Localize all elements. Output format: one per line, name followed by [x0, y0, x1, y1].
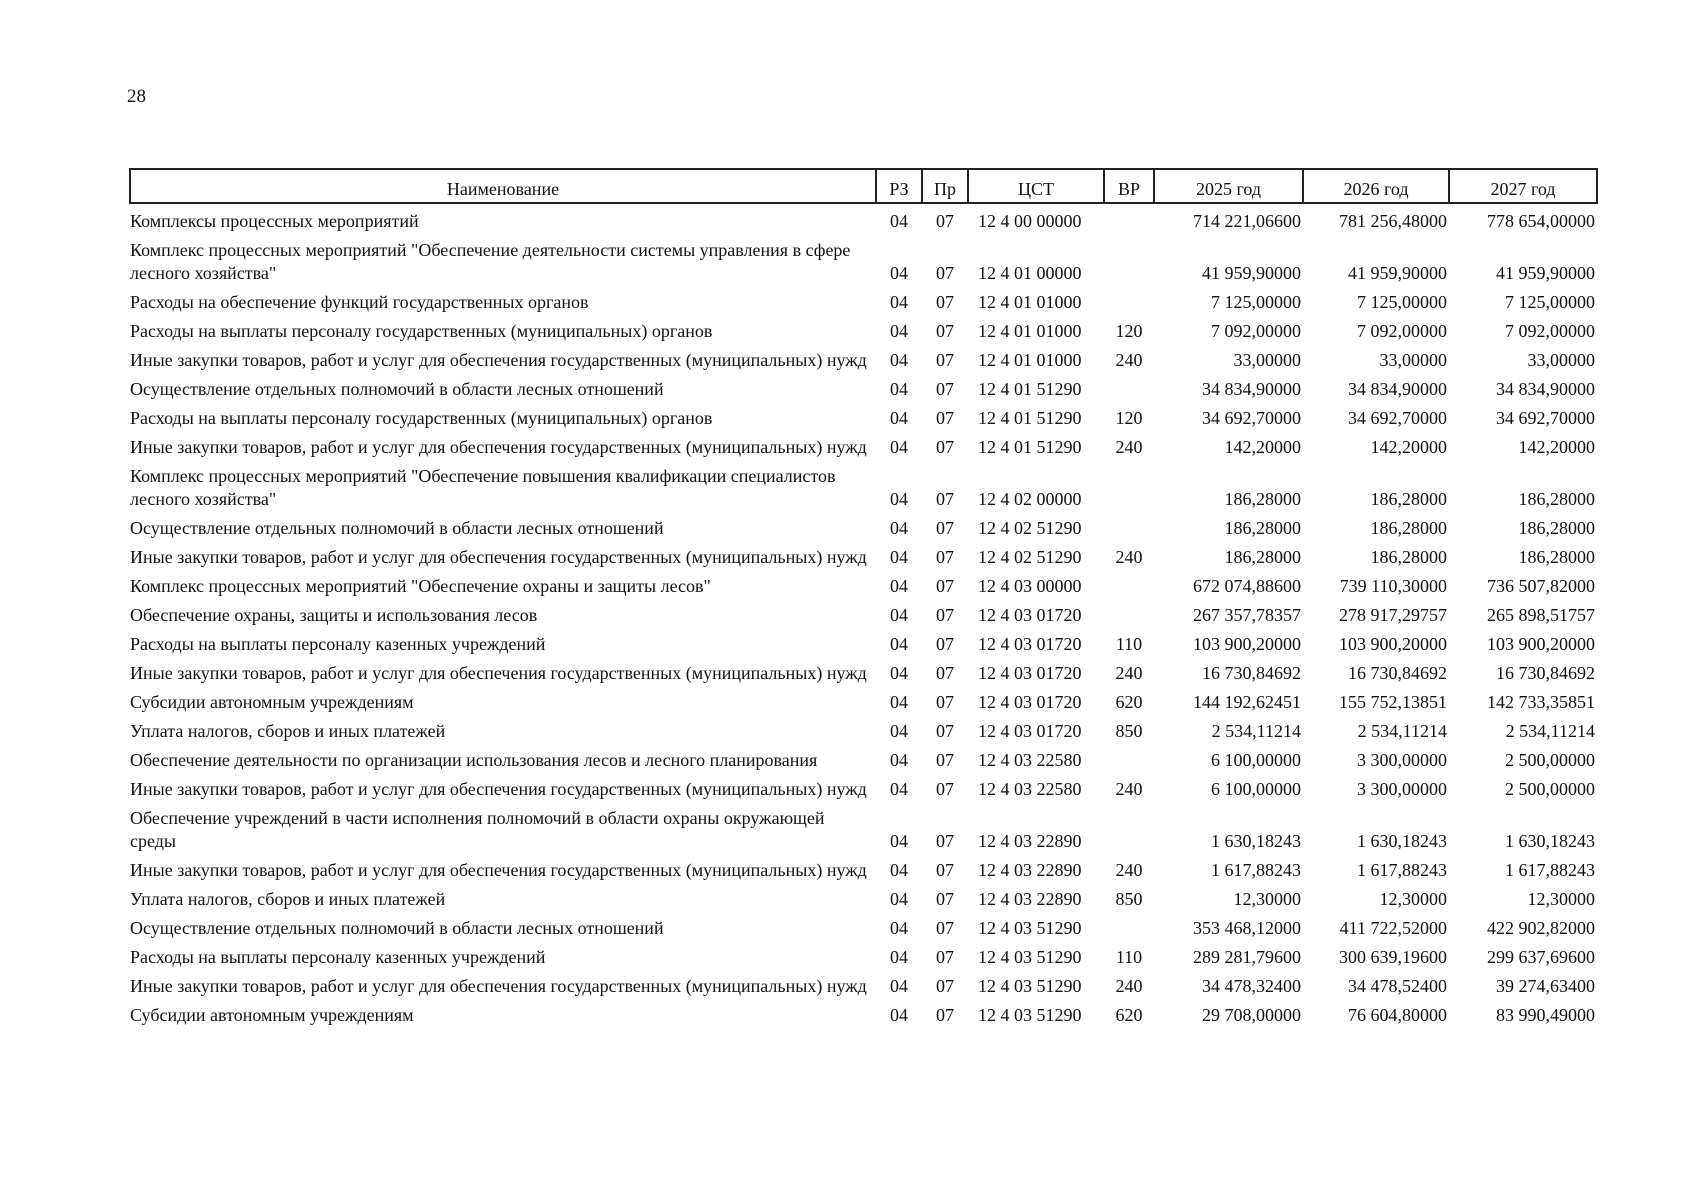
- row-rz-cell: 04: [890, 918, 908, 938]
- row-2027-amount: 39 274,63400: [1496, 976, 1595, 996]
- row-rz-cell: 04: [890, 379, 908, 399]
- row-2025-amount: 2 534,11214: [1211, 721, 1301, 741]
- row-2027-amount: 41 959,90000: [1496, 263, 1595, 283]
- row-rz-cell: 04: [890, 860, 908, 880]
- row-2026-amount: 278 917,29757: [1339, 605, 1447, 625]
- column-header-cst: ЦСТ: [968, 169, 1104, 203]
- row-vr-cell: 850: [1115, 889, 1143, 909]
- row-2026-amount: 16 730,84692: [1348, 663, 1447, 683]
- row-name-cell: Субсидии автономным учреждениям: [130, 1005, 414, 1025]
- row-cst-cell: 12 4 03 22890: [978, 831, 1082, 851]
- column-header-2025: 2025 год: [1154, 169, 1303, 203]
- row-rz-cell: 04: [890, 211, 908, 231]
- row-2026-amount: 739 110,30000: [1339, 576, 1447, 596]
- row-vr-cell: 240: [1115, 350, 1143, 370]
- row-cst-cell: 12 4 03 22890: [978, 889, 1082, 909]
- row-2025-amount: 186,28000: [1224, 518, 1301, 538]
- table-row: [130, 572, 1597, 601]
- row-name-cell: Обеспечение учреждений в части исполнения полномочий в области охраны окружающей среды: [130, 808, 825, 851]
- row-vr-cell: 110: [1115, 634, 1143, 654]
- row-2026-amount: 3 300,00000: [1357, 750, 1447, 770]
- row-name-cell: Расходы на выплаты персоналу казенных учреждений: [130, 634, 546, 654]
- page-number: 28: [127, 86, 146, 107]
- row-pr-cell: 07: [936, 350, 954, 370]
- row-vr-cell: 110: [1115, 947, 1143, 967]
- row-2025-amount: 6 100,00000: [1211, 750, 1301, 770]
- row-2027-amount: 778 654,00000: [1487, 211, 1595, 231]
- row-2025-amount: 7 125,00000: [1211, 292, 1301, 312]
- row-cst-cell: 12 4 02 51290: [978, 518, 1082, 538]
- table-row: [130, 514, 1597, 543]
- row-2027-amount: 1 630,18243: [1505, 831, 1595, 851]
- table-row: [130, 775, 1597, 804]
- row-pr-cell: 07: [936, 721, 954, 741]
- row-name-cell: Обеспечение деятельности по организации использования лесов и лесного планирования: [130, 750, 818, 770]
- table-row: [130, 659, 1597, 688]
- row-2027-amount: 736 507,82000: [1487, 576, 1595, 596]
- row-vr-cell: 120: [1115, 408, 1143, 428]
- row-name-cell: Иные закупки товаров, работ и услуг для обеспечения государственных (муниципальных) нужд: [130, 779, 867, 799]
- row-2026-amount: 33,00000: [1379, 350, 1447, 370]
- row-2025-amount: 34 692,70000: [1202, 408, 1301, 428]
- row-2025-amount: 142,20000: [1224, 437, 1301, 457]
- row-name-cell: Иные закупки товаров, работ и услуг для обеспечения государственных (муниципальных) нужд: [130, 860, 867, 880]
- row-pr-cell: 07: [936, 292, 954, 312]
- row-2025-amount: 672 074,88600: [1193, 576, 1301, 596]
- row-vr-cell: 240: [1115, 976, 1143, 996]
- table-row: [130, 717, 1597, 746]
- table-row: [130, 462, 1597, 514]
- table-row: [130, 746, 1597, 775]
- table-row: [130, 288, 1597, 317]
- row-name-cell: Уплата налогов, сборов и иных платежей: [130, 721, 446, 741]
- row-pr-cell: 07: [936, 663, 954, 683]
- row-2025-amount: 1 617,88243: [1211, 860, 1301, 880]
- row-cst-cell: 12 4 03 51290: [978, 1005, 1082, 1025]
- row-cst-cell: 12 4 03 01720: [978, 634, 1082, 654]
- row-pr-cell: 07: [936, 211, 954, 231]
- row-2025-amount: 29 708,00000: [1202, 1005, 1301, 1025]
- row-2027-amount: 12,30000: [1527, 889, 1595, 909]
- row-cst-cell: 12 4 03 01720: [978, 721, 1082, 741]
- row-2025-amount: 12,30000: [1233, 889, 1301, 909]
- row-vr-cell: [1104, 462, 1154, 514]
- row-rz-cell: 04: [890, 634, 908, 654]
- row-cst-cell: 12 4 01 51290: [978, 437, 1082, 457]
- row-vr-cell: [1104, 236, 1154, 288]
- row-name-cell: Расходы на выплаты персоналу государственных (муниципальных) органов: [130, 321, 713, 341]
- table-row: [130, 203, 1597, 236]
- row-2025-amount: 7 092,00000: [1211, 321, 1301, 341]
- row-2026-amount: 186,28000: [1370, 518, 1447, 538]
- row-pr-cell: 07: [936, 976, 954, 996]
- row-2025-amount: 6 100,00000: [1211, 779, 1301, 799]
- row-vr-cell: [1104, 514, 1154, 543]
- row-2027-amount: 186,28000: [1518, 518, 1595, 538]
- row-2027-amount: 2 500,00000: [1505, 750, 1595, 770]
- row-vr-cell: [1104, 746, 1154, 775]
- row-2027-amount: 2 500,00000: [1505, 779, 1595, 799]
- row-vr-cell: [1104, 914, 1154, 943]
- row-pr-cell: 07: [936, 692, 954, 712]
- table-row: [130, 543, 1597, 572]
- row-rz-cell: 04: [890, 889, 908, 909]
- row-rz-cell: 04: [890, 663, 908, 683]
- row-2027-amount: 299 637,69600: [1487, 947, 1595, 967]
- table-row: [130, 317, 1597, 346]
- row-2025-amount: 186,28000: [1224, 489, 1301, 509]
- row-2026-amount: 155 752,13851: [1339, 692, 1447, 712]
- row-rz-cell: 04: [890, 292, 908, 312]
- row-pr-cell: 07: [936, 918, 954, 938]
- budget-table: [129, 168, 1598, 1030]
- row-2026-amount: 76 604,80000: [1348, 1005, 1447, 1025]
- row-name-cell: Расходы на выплаты персоналу государственных (муниципальных) органов: [130, 408, 713, 428]
- row-vr-cell: 240: [1115, 547, 1143, 567]
- row-rz-cell: 04: [890, 321, 908, 341]
- row-2026-amount: 34 834,90000: [1348, 379, 1447, 399]
- table-row: [130, 804, 1597, 856]
- row-2027-amount: 142 733,35851: [1487, 692, 1595, 712]
- row-2025-amount: 353 468,12000: [1193, 918, 1301, 938]
- row-vr-cell: 240: [1115, 663, 1143, 683]
- row-cst-cell: 12 4 01 01000: [978, 292, 1082, 312]
- row-cst-cell: 12 4 02 00000: [978, 489, 1082, 509]
- row-name-cell: Иные закупки товаров, работ и услуг для обеспечения государственных (муниципальных) нужд: [130, 547, 867, 567]
- row-vr-cell: 620: [1115, 1005, 1143, 1025]
- row-cst-cell: 12 4 01 01000: [978, 321, 1082, 341]
- row-pr-cell: 07: [936, 379, 954, 399]
- table-row: [130, 630, 1597, 659]
- row-2025-amount: 714 221,06600: [1193, 211, 1301, 231]
- row-name-cell: Расходы на выплаты персоналу казенных учреждений: [130, 947, 546, 967]
- row-cst-cell: 12 4 03 22890: [978, 860, 1082, 880]
- row-2026-amount: 781 256,48000: [1339, 211, 1447, 231]
- table-row: [130, 856, 1597, 885]
- row-vr-cell: 120: [1115, 321, 1143, 341]
- row-cst-cell: 12 4 03 01720: [978, 692, 1082, 712]
- row-2026-amount: 12,30000: [1379, 889, 1447, 909]
- table-body: [130, 203, 1597, 1030]
- row-pr-cell: 07: [936, 263, 954, 283]
- row-2027-amount: 33,00000: [1527, 350, 1595, 370]
- row-rz-cell: 04: [890, 605, 908, 625]
- row-rz-cell: 04: [890, 408, 908, 428]
- row-name-cell: Комплекс процессных мероприятий "Обеспечение охраны и защиты лесов": [130, 576, 711, 596]
- row-cst-cell: 12 4 01 51290: [978, 379, 1082, 399]
- row-rz-cell: 04: [890, 750, 908, 770]
- row-rz-cell: 04: [890, 263, 908, 283]
- row-2026-amount: 186,28000: [1370, 489, 1447, 509]
- row-vr-cell: 240: [1115, 860, 1143, 880]
- table-row: [130, 346, 1597, 375]
- row-cst-cell: 12 4 03 51290: [978, 976, 1082, 996]
- column-header-rz: РЗ: [876, 169, 922, 203]
- row-vr-cell: [1104, 601, 1154, 630]
- table-row: [130, 236, 1597, 288]
- table-row: [130, 972, 1597, 1001]
- row-2025-amount: 34 834,90000: [1202, 379, 1301, 399]
- row-name-cell: Комплекс процессных мероприятий "Обеспечение повышения квалификации специалистов лесного хозяйства": [130, 466, 836, 509]
- table-row: [130, 404, 1597, 433]
- table-row: [130, 1001, 1597, 1030]
- row-2026-amount: 300 639,19600: [1339, 947, 1447, 967]
- row-cst-cell: 12 4 03 51290: [978, 918, 1082, 938]
- row-2027-amount: 1 617,88243: [1505, 860, 1595, 880]
- row-cst-cell: 12 4 00 00000: [978, 211, 1082, 231]
- row-2025-amount: 103 900,20000: [1193, 634, 1301, 654]
- row-vr-cell: 240: [1115, 437, 1143, 457]
- row-2026-amount: 7 092,00000: [1357, 321, 1447, 341]
- row-rz-cell: 04: [890, 721, 908, 741]
- row-2026-amount: 2 534,11214: [1357, 721, 1447, 741]
- row-2027-amount: 2 534,11214: [1505, 721, 1595, 741]
- row-name-cell: Уплата налогов, сборов и иных платежей: [130, 889, 446, 909]
- row-name-cell: Комплекс процессных мероприятий "Обеспечение деятельности системы управления в сфере лесного хозяйства": [130, 240, 851, 283]
- row-rz-cell: 04: [890, 489, 908, 509]
- table-row: [130, 885, 1597, 914]
- header-row: [130, 169, 1597, 203]
- row-vr-cell: [1104, 804, 1154, 856]
- row-2026-amount: 411 722,52000: [1339, 918, 1447, 938]
- column-header-2027: 2027 год: [1449, 169, 1597, 203]
- row-2027-amount: 34 692,70000: [1496, 408, 1595, 428]
- row-2025-amount: 41 959,90000: [1202, 263, 1301, 283]
- row-pr-cell: 07: [936, 518, 954, 538]
- row-pr-cell: 07: [936, 860, 954, 880]
- row-pr-cell: 07: [936, 408, 954, 428]
- row-2026-amount: 1 630,18243: [1357, 831, 1447, 851]
- row-2027-amount: 34 834,90000: [1496, 379, 1595, 399]
- row-vr-cell: [1104, 203, 1154, 236]
- row-cst-cell: 12 4 01 51290: [978, 408, 1082, 428]
- row-2026-amount: 103 900,20000: [1339, 634, 1447, 654]
- row-name-cell: Иные закупки товаров, работ и услуг для обеспечения государственных (муниципальных) нужд: [130, 350, 867, 370]
- row-name-cell: Иные закупки товаров, работ и услуг для обеспечения государственных (муниципальных) нужд: [130, 437, 867, 457]
- row-2026-amount: 1 617,88243: [1357, 860, 1447, 880]
- row-2027-amount: 142,20000: [1518, 437, 1595, 457]
- row-name-cell: Иные закупки товаров, работ и услуг для обеспечения государственных (муниципальных) нужд: [130, 976, 867, 996]
- row-cst-cell: 12 4 03 01720: [978, 605, 1082, 625]
- row-vr-cell: [1104, 288, 1154, 317]
- row-2027-amount: 422 902,82000: [1487, 918, 1595, 938]
- row-rz-cell: 04: [890, 350, 908, 370]
- row-cst-cell: 12 4 01 01000: [978, 350, 1082, 370]
- row-2025-amount: 34 478,32400: [1202, 976, 1301, 996]
- row-2026-amount: 7 125,00000: [1357, 292, 1447, 312]
- row-2027-amount: 83 990,49000: [1496, 1005, 1595, 1025]
- row-cst-cell: 12 4 01 00000: [978, 263, 1082, 283]
- row-cst-cell: 12 4 03 51290: [978, 947, 1082, 967]
- row-cst-cell: 12 4 02 51290: [978, 547, 1082, 567]
- row-vr-cell: 850: [1115, 721, 1143, 741]
- row-2026-amount: 3 300,00000: [1357, 779, 1447, 799]
- row-rz-cell: 04: [890, 576, 908, 596]
- row-pr-cell: 07: [936, 947, 954, 967]
- row-vr-cell: 620: [1115, 692, 1143, 712]
- row-2026-amount: 34 692,70000: [1348, 408, 1447, 428]
- row-pr-cell: 07: [936, 634, 954, 654]
- column-header-name: Наименование: [130, 169, 876, 203]
- row-name-cell: Обеспечение охраны, защиты и использования лесов: [130, 605, 538, 625]
- row-2026-amount: 41 959,90000: [1348, 263, 1447, 283]
- row-pr-cell: 07: [936, 831, 954, 851]
- row-2027-amount: 186,28000: [1518, 547, 1595, 567]
- row-name-cell: Осуществление отдельных полномочий в области лесных отношений: [130, 918, 664, 938]
- row-2025-amount: 267 357,78357: [1193, 605, 1301, 625]
- table-header: [130, 169, 1597, 203]
- row-2025-amount: 186,28000: [1224, 547, 1301, 567]
- row-rz-cell: 04: [890, 518, 908, 538]
- row-pr-cell: 07: [936, 779, 954, 799]
- row-cst-cell: 12 4 03 00000: [978, 576, 1082, 596]
- row-name-cell: Иные закупки товаров, работ и услуг для обеспечения государственных (муниципальных) нужд: [130, 663, 867, 683]
- row-2027-amount: 7 092,00000: [1505, 321, 1595, 341]
- table-row: [130, 433, 1597, 462]
- row-name-cell: Субсидии автономным учреждениям: [130, 692, 414, 712]
- table-row: [130, 943, 1597, 972]
- row-rz-cell: 04: [890, 692, 908, 712]
- row-cst-cell: 12 4 03 01720: [978, 663, 1082, 683]
- row-2025-amount: 33,00000: [1233, 350, 1301, 370]
- row-pr-cell: 07: [936, 547, 954, 567]
- row-rz-cell: 04: [890, 976, 908, 996]
- row-vr-cell: [1104, 572, 1154, 601]
- row-rz-cell: 04: [890, 947, 908, 967]
- row-pr-cell: 07: [936, 1005, 954, 1025]
- row-name-cell: Комплексы процессных мероприятий: [130, 211, 419, 231]
- row-2025-amount: 16 730,84692: [1202, 663, 1301, 683]
- row-rz-cell: 04: [890, 831, 908, 851]
- row-2026-amount: 34 478,52400: [1348, 976, 1447, 996]
- row-pr-cell: 07: [936, 750, 954, 770]
- row-pr-cell: 07: [936, 321, 954, 341]
- column-header-pr: Пр: [922, 169, 968, 203]
- row-2027-amount: 7 125,00000: [1505, 292, 1595, 312]
- row-vr-cell: 240: [1115, 779, 1143, 799]
- row-pr-cell: 07: [936, 489, 954, 509]
- row-name-cell: Расходы на обеспечение функций государственных органов: [130, 292, 589, 312]
- column-header-vr: ВР: [1104, 169, 1154, 203]
- row-2027-amount: 16 730,84692: [1496, 663, 1595, 683]
- row-rz-cell: 04: [890, 547, 908, 567]
- row-2025-amount: 289 281,79600: [1193, 947, 1301, 967]
- row-name-cell: Осуществление отдельных полномочий в области лесных отношений: [130, 518, 664, 538]
- row-2027-amount: 186,28000: [1518, 489, 1595, 509]
- row-pr-cell: 07: [936, 437, 954, 457]
- row-cst-cell: 12 4 03 22580: [978, 750, 1082, 770]
- row-pr-cell: 07: [936, 889, 954, 909]
- row-2025-amount: 144 192,62451: [1193, 692, 1301, 712]
- row-rz-cell: 04: [890, 779, 908, 799]
- row-name-cell: Осуществление отдельных полномочий в области лесных отношений: [130, 379, 664, 399]
- row-rz-cell: 04: [890, 437, 908, 457]
- table-row: [130, 688, 1597, 717]
- row-pr-cell: 07: [936, 576, 954, 596]
- row-2027-amount: 265 898,51757: [1487, 605, 1595, 625]
- table-row: [130, 601, 1597, 630]
- row-rz-cell: 04: [890, 1005, 908, 1025]
- row-2026-amount: 142,20000: [1370, 437, 1447, 457]
- column-header-2026: 2026 год: [1303, 169, 1449, 203]
- row-pr-cell: 07: [936, 605, 954, 625]
- row-2027-amount: 103 900,20000: [1487, 634, 1595, 654]
- table-row: [130, 914, 1597, 943]
- row-2026-amount: 186,28000: [1370, 547, 1447, 567]
- table-row: [130, 375, 1597, 404]
- row-vr-cell: [1104, 375, 1154, 404]
- row-cst-cell: 12 4 03 22580: [978, 779, 1082, 799]
- row-2025-amount: 1 630,18243: [1211, 831, 1301, 851]
